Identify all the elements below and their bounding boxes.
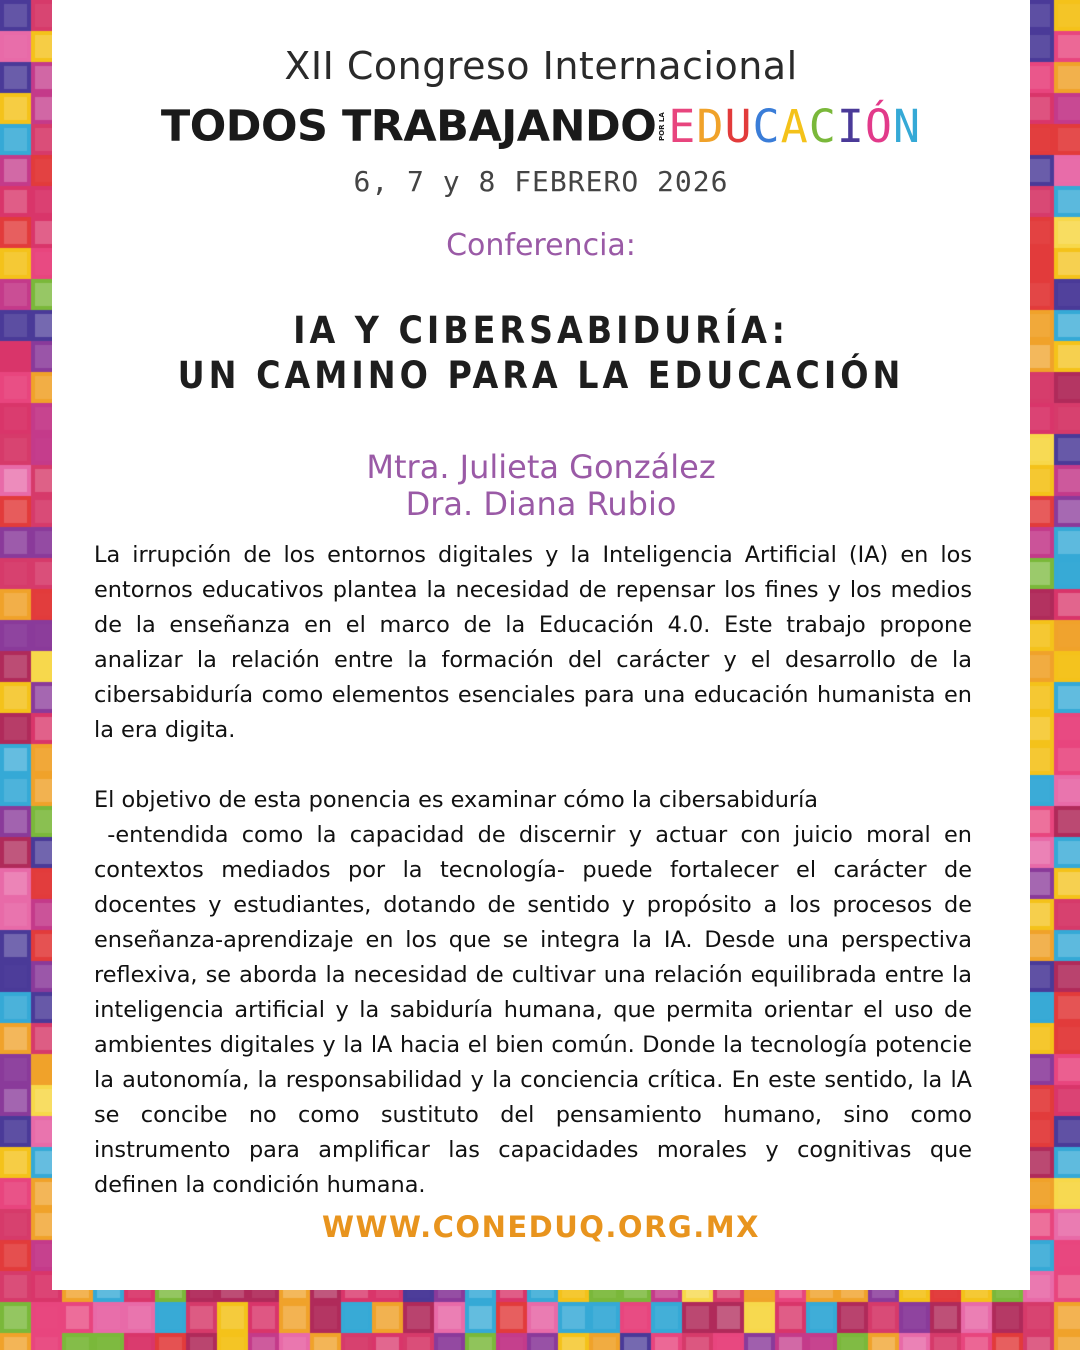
website-link[interactable]: WWW.CONEDUQ.ORG.MX [322, 1210, 760, 1244]
congress-title: XII Congreso Internacional [284, 44, 798, 88]
event-dates: 6, 7 y 8 FEBRERO 2026 [353, 165, 729, 198]
brand-letter: U [724, 100, 753, 153]
speaker-name: Mtra. Julieta González [366, 448, 716, 486]
brand-letter: C [752, 100, 781, 153]
brand-letter: Ó [864, 100, 894, 153]
abstract-paragraph-2-lead: El objetivo de esta ponencia es examinar cómo la cibersabiduría [94, 787, 819, 813]
poster-card [52, 0, 1030, 1290]
brand-colored-word [668, 100, 921, 153]
brand-letter: C [808, 100, 837, 153]
brand-letter: A [780, 100, 809, 153]
brand-letter: I [836, 100, 865, 153]
brand-logo [52, 100, 1030, 152]
speaker-name: Dra. Diana Rubio [405, 485, 677, 523]
session-type: Conferencia: [446, 228, 636, 263]
brand-small-text: POR LA [658, 112, 667, 141]
abstract-paragraph-2-body: -entendida como la capacidad de discernir y actuar con juicio moral en contextos mediados por la tecnología- puede fortalecer el carácter de docentes y estudiantes, dotando de sentido y propósito a los procesos de enseñanza-aprendizaje en los que se integra la IA. Desde una perspectiva reflexiva, se aborda la necesidad de cultivar una relación equilibrada entre la inteligencia artificial y la sabiduría humana, que permita orientar el uso de ambientes digitales y la lA hacia el bien común. Donde la tecnología potencie la autonomía, la responsabilidad y la conciencia crítica. En este sentido, la lA se concibe no como sustituto del pensamiento humano, sino como instrumento para amplificar las capacidades morales y cognitivas que definen la condición humana. [94, 822, 972, 1198]
abstract-paragraph-1: La irrupción de los entornos digitales y la Inteligencia Artificial (IA) en los entornos educativos plantea la necesidad de repensar los fines y los medios de la enseñanza en el marco de la Educación 4.0. Este trabajo propone analizar la relación entre la formación del carácter y el desarrollo de la cibersabiduría como elementos esenciales para una educación humanista en la era digita. [94, 542, 972, 743]
brand-letter: N [893, 100, 922, 153]
brand-main-text: TODOS TRABAJANDO [160, 101, 657, 152]
brand-letter: E [668, 100, 697, 153]
abstract [94, 538, 972, 1203]
talk-title-line-1: IA Y CIBERSABIDURÍA: [293, 309, 789, 352]
talk-title-line-2: UN CAMINO PARA LA EDUCACIÓN [177, 354, 905, 397]
brand-letter: D [696, 100, 725, 153]
